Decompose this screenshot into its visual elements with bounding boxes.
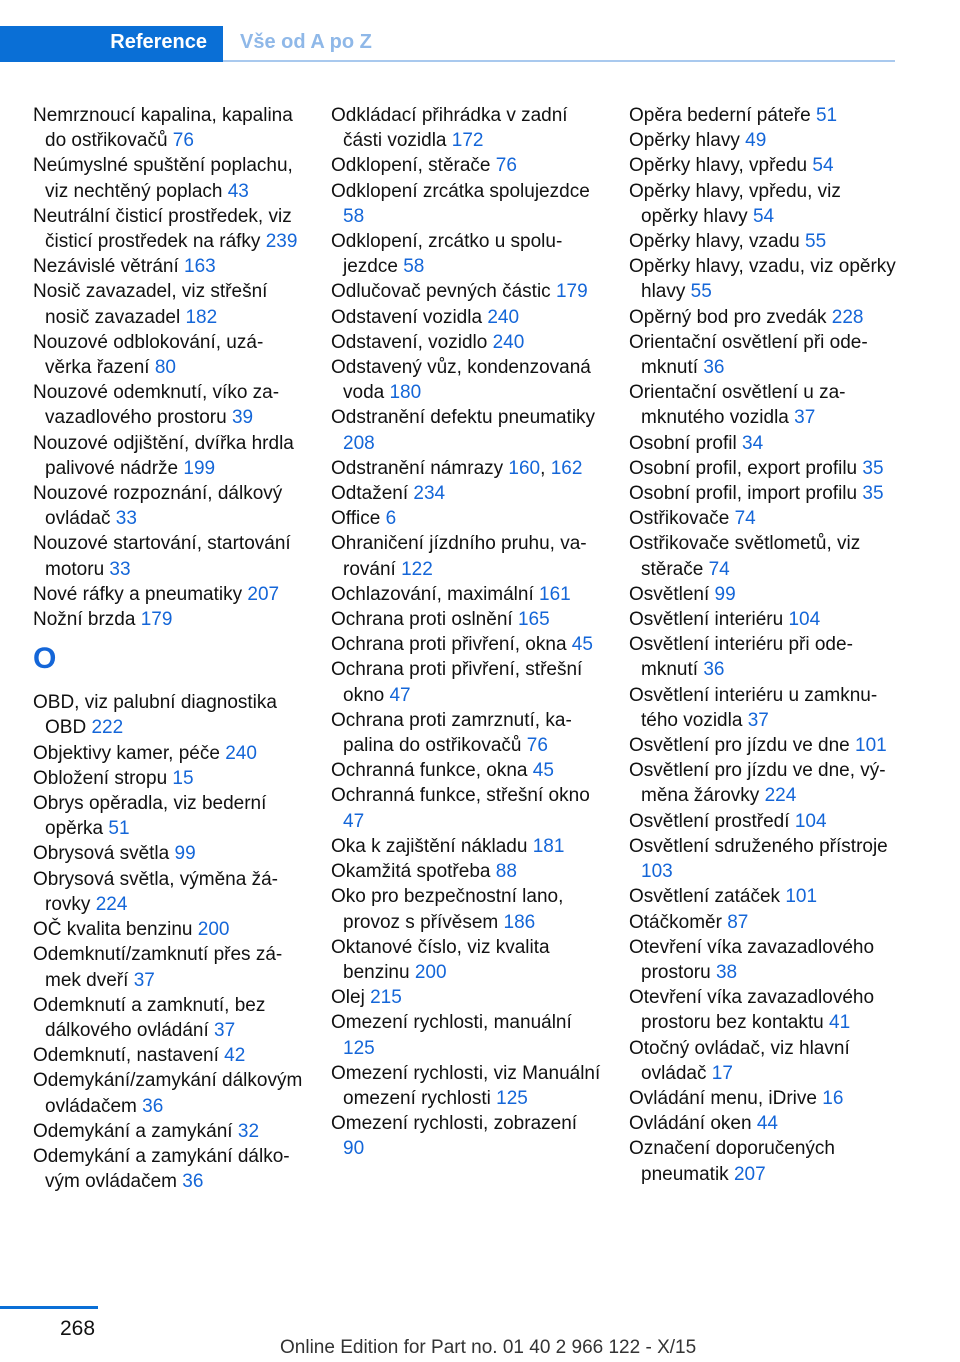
index-entry: [33, 766, 303, 791]
index-entry: [629, 330, 899, 380]
entry-text: Omezení rychlosti, viz Manuální omezení rychlosti: [331, 1062, 601, 1109]
entry-text: Ochlazování, maximální: [331, 583, 534, 605]
index-entry: [331, 531, 601, 581]
index-entry: [33, 330, 303, 380]
entry-text: Osvětlení interiéru u zamknutého vozidla: [629, 684, 878, 731]
entry-text: Obrys opěradla, viz bederní opěrka: [33, 793, 267, 840]
page-link[interactable]: 37: [794, 407, 816, 429]
page-link[interactable]: 76: [172, 130, 194, 152]
edition-note: Online Edition for Part no. 01 40 2 966 122 - X/15: [280, 1337, 697, 1358]
entry-text: OČ kvalita benzinu: [33, 919, 193, 941]
page-link[interactable]: 51: [108, 818, 130, 840]
entry-text: Odemykání/zamykání dálkovým ovládačem: [33, 1070, 303, 1117]
index-column-1: [33, 103, 303, 1194]
entry-text: Oko pro bezpečnostní lano, provoz s přívěsem: [331, 886, 564, 933]
entry-text: Obrysová světla, výměna žárovky: [33, 868, 278, 915]
page-link[interactable]: 207: [733, 1163, 766, 1185]
entry-text: Odklopení zrcátka spolujezdce: [331, 180, 590, 202]
entry-text: Odstavení, vozidlo: [331, 331, 488, 353]
index-entry: [331, 481, 601, 506]
page-link[interactable]: 76: [495, 155, 517, 177]
page-link[interactable]: 55: [805, 231, 827, 253]
entry-text: Nouzové odjištění, dvířka hrdla palivové nádrže: [33, 432, 294, 479]
index-entry: [331, 1010, 601, 1060]
page-link[interactable]: 45: [532, 760, 554, 782]
index-entry: Odstranění námrazy 160, 162: [331, 457, 583, 479]
index-entry: [629, 607, 899, 632]
index-entry: [629, 1111, 899, 1136]
index-entry: [33, 254, 303, 279]
page-link[interactable]: 222: [91, 717, 124, 739]
header-bar: [0, 26, 895, 62]
index-entry: [331, 985, 601, 1010]
entry-text: Opěrný bod pro zvedák: [629, 306, 827, 328]
page-link[interactable]: 88: [495, 861, 517, 883]
entry-text: Nemrznoucí kapalina, kapalina do ostřikovačů: [33, 105, 293, 152]
page-link[interactable]: 16: [822, 1087, 844, 1109]
page-link[interactable]: 199: [183, 457, 216, 479]
index-entry: [33, 103, 303, 153]
entry-text: Opěra bederní páteře: [629, 105, 811, 126]
entry-text: Nouzové rozpoznání, dálkový ovládač: [33, 483, 283, 530]
index-entry: [629, 1136, 899, 1186]
page-link[interactable]: 208: [343, 432, 375, 454]
index-entry: [629, 884, 899, 909]
index-entry: [331, 859, 601, 884]
entry-text: Ochrana proti zamrznutí, kapalina do ostřikovačů: [331, 709, 572, 757]
entry-text: Omezení rychlosti, manuální: [331, 1012, 572, 1034]
page-link[interactable]: 200: [414, 961, 447, 983]
index-entry: [629, 1086, 899, 1111]
entry-text: Nouzové startování, startování motoru: [33, 533, 291, 580]
page-link[interactable]: 37: [133, 969, 155, 991]
page-link[interactable]: 234: [413, 483, 446, 505]
tab-reference[interactable]: [0, 26, 223, 62]
index-entry: [331, 1111, 601, 1161]
entry-text: Omezení rychlosti, zobrazení: [331, 1113, 578, 1135]
page-link[interactable]: 34: [742, 432, 764, 454]
page-link[interactable]: 207: [247, 583, 280, 605]
page-link[interactable]: 35: [862, 457, 884, 479]
index-entry: [331, 506, 601, 531]
page-link[interactable]: 36: [182, 1171, 204, 1193]
index-entry: [331, 758, 601, 783]
entry-text: Odklopení, stěrače: [331, 155, 491, 177]
entry-text: Odstranění defektu pneumatiky: [331, 407, 596, 429]
entry-text: Orientační osvětlení u zamknutého vozidla: [629, 382, 846, 429]
entry-text: Odemknutí a zamknutí, bez dálkového ovládání: [33, 994, 266, 1041]
index-entry: [331, 179, 601, 229]
index-entry: [33, 1068, 303, 1118]
page-link[interactable]: 179: [140, 609, 173, 631]
page-link[interactable]: 37: [214, 1019, 236, 1041]
index-entry: [331, 607, 601, 632]
page-link[interactable]: 15: [172, 767, 194, 789]
footer-accent-line: [0, 1306, 98, 1309]
page-link[interactable]: 101: [855, 735, 887, 757]
page-link[interactable]: 41: [829, 1012, 851, 1034]
page-link[interactable]: 51: [815, 105, 838, 126]
entry-text: Osvětlení pro jízdu ve dne: [629, 735, 850, 757]
index-column-2: [331, 103, 601, 1162]
entry-text: Nosič zavazadel, viz střešní nosič zavazadel: [33, 281, 268, 328]
entry-text: Ostřikovače: [629, 508, 730, 530]
page-link[interactable]: 42: [224, 1045, 246, 1067]
entry-text: Nouzové odblokování, uzávěrka řazení: [33, 331, 264, 379]
page-link[interactable]: 99: [714, 583, 736, 605]
page-link[interactable]: 54: [812, 155, 834, 177]
index-entry: [331, 279, 601, 304]
page-link[interactable]: 215: [370, 987, 402, 1009]
index-entry: [629, 582, 899, 607]
page-link[interactable]: 35: [862, 483, 884, 505]
index-entry: [331, 582, 601, 607]
page-link[interactable]: 161: [539, 583, 571, 605]
index-entry: [629, 531, 899, 581]
page-link[interactable]: 179: [555, 281, 588, 303]
entry-text: Ochranná funkce, střešní okno: [331, 785, 590, 807]
entry-text: Opěrky hlavy, vzadu, viz opěrky hlavy: [629, 256, 896, 303]
page-link[interactable]: 165: [517, 609, 550, 631]
entry-text: Odlučovač pevných částic: [331, 281, 551, 303]
index-entry: [331, 1061, 601, 1111]
page-link[interactable]: 200: [197, 919, 230, 941]
index-entry: [629, 153, 899, 178]
page-link[interactable]: 180: [389, 382, 422, 404]
index-entry: [33, 279, 303, 329]
tab-reference-label: Reference: [110, 31, 207, 53]
page-link[interactable]: 58: [403, 256, 425, 278]
page-link[interactable]: 160: [508, 457, 541, 479]
index-entry: [331, 935, 601, 985]
entry-text: Osvětlení pro jízdu ve dne, výměna žárovky: [629, 760, 886, 807]
index-entry: [629, 910, 899, 935]
index-entry: [33, 741, 303, 766]
index-entry: [331, 405, 601, 455]
page-link[interactable]: 17: [711, 1062, 733, 1084]
page-number: 268: [60, 1317, 96, 1340]
page-link[interactable]: 125: [343, 1037, 375, 1059]
index-entry: [629, 683, 899, 733]
index-column-3: [629, 103, 899, 1187]
entry-text: Osvětlení sdruženého přístroje: [629, 835, 888, 857]
entry-text: Odstranění námrazy: [331, 457, 504, 479]
index-entry: [629, 229, 899, 254]
page-link[interactable]: 47: [389, 684, 411, 706]
entry-text: Odtažení: [331, 483, 409, 505]
page-link[interactable]: 76: [526, 735, 548, 757]
page-link[interactable]: 44: [756, 1113, 778, 1135]
index-entry: [33, 582, 303, 607]
page-link[interactable]: 37: [747, 709, 769, 731]
index-entry: [629, 985, 899, 1035]
page-link[interactable]: 58: [343, 205, 365, 227]
page-link[interactable]: 224: [95, 893, 128, 915]
index-entry: [629, 179, 899, 229]
page-link[interactable]: 45: [571, 634, 593, 656]
entry-text: Oka k zajištění nákladu: [331, 835, 528, 857]
index-entry: [331, 884, 601, 934]
index-entry: [629, 809, 899, 834]
index-entry: [629, 1036, 899, 1086]
page-link[interactable]: 104: [788, 609, 821, 631]
entry-text: OBD, viz palubní diagnostika OBD: [33, 692, 277, 739]
entry-text: Odemknutí, nastavení: [33, 1045, 219, 1067]
index-entry: [33, 607, 303, 632]
entry-text: Nezávislé větrání: [33, 256, 179, 278]
index-entry: [33, 993, 303, 1043]
page-link[interactable]: 182: [185, 306, 218, 328]
entry-text: Objektivy kamer, péče: [33, 742, 220, 764]
index-entry: [629, 935, 899, 985]
page-link[interactable]: 39: [231, 407, 254, 429]
page-link[interactable]: 36: [142, 1095, 164, 1117]
page-link[interactable]: 162: [550, 457, 583, 479]
section-letter: O: [33, 642, 57, 676]
entry-text: Odstavený vůz, kondenzovaná voda: [331, 357, 591, 404]
index-entry: [331, 783, 601, 833]
tab-a-to-z[interactable]: Vše od A po Z: [240, 31, 372, 53]
page-link[interactable]: 36: [703, 659, 725, 681]
page-link[interactable]: 224: [764, 785, 797, 807]
entry-text: Ochrana proti přivření, okna: [331, 634, 567, 656]
entry-text: Opěrky hlavy, vpředu: [629, 155, 808, 177]
index-entry: [629, 834, 899, 884]
page-link[interactable]: 90: [343, 1138, 365, 1160]
index-entry: [629, 481, 899, 506]
page-link[interactable]: 54: [752, 205, 775, 227]
entry-text: Odemykání a zamykání dálkovým ovládačem: [33, 1145, 290, 1193]
index-entry: [629, 632, 899, 682]
entry-text: Ovládání oken: [629, 1113, 752, 1135]
page-link[interactable]: 55: [690, 281, 712, 303]
entry-text: Okamžitá spotřeba: [331, 861, 491, 883]
page-link[interactable]: 36: [703, 357, 725, 379]
index-entry: [33, 917, 303, 942]
page-link[interactable]: 74: [708, 558, 730, 580]
page-link[interactable]: 47: [343, 810, 365, 832]
entry-text: Nouzové odemknutí, víko zavazadlového prostoru: [33, 382, 280, 429]
index-entry: [33, 942, 303, 992]
page-link[interactable]: 43: [227, 180, 249, 202]
page-link[interactable]: 163: [184, 256, 216, 278]
index-entry: [331, 330, 601, 355]
entry-text: Otevření víka zavazadlového prostoru: [629, 936, 875, 983]
index-entry: [629, 128, 899, 153]
entry-text: Otevření víka zavazadlového prostoru bez kontaktu: [629, 987, 875, 1034]
entry-text: Osobní profil, export profilu: [629, 457, 858, 479]
index-entry: [33, 791, 303, 841]
index-entry: [33, 204, 303, 254]
entry-text: Odstavení vozidla: [331, 306, 483, 328]
page-link[interactable]: 74: [734, 508, 756, 530]
entry-text: Orientační osvětlení při odemknutí: [629, 331, 868, 379]
page-link[interactable]: 33: [115, 508, 137, 530]
entry-text: Neutrální čisticí prostředek, viz čisticí prostředek na ráfky: [33, 205, 292, 253]
index-entry: [629, 456, 899, 481]
index-entry: [33, 690, 303, 740]
page-link[interactable]: 181: [532, 835, 565, 857]
index-entry: [629, 758, 899, 808]
index-entry: [331, 103, 601, 153]
entry-text: Ovládání menu, iDrive: [629, 1087, 817, 1109]
index-entry: [331, 834, 601, 859]
entry-text: Ostřikovače světlometů, viz stěrače: [629, 533, 861, 580]
entry-text: Osvětlení prostředí: [629, 810, 790, 832]
index-entry: [331, 153, 601, 178]
entry-text: Odemykání a zamykání: [33, 1120, 233, 1142]
index-entry: [629, 506, 899, 531]
entry-text: Otáčkoměr: [629, 911, 722, 933]
entry-text: Ochranná funkce, okna: [331, 760, 528, 782]
page-link[interactable]: 38: [715, 961, 738, 983]
index-entry: [629, 254, 899, 304]
page-link[interactable]: 6: [385, 508, 397, 530]
page-link[interactable]: 101: [785, 886, 818, 908]
entry-text: Ochrana proti přivření, střešní okno: [331, 659, 583, 706]
entry-text: Ohraničení jízdního pruhu, varování: [331, 533, 587, 580]
index-entry: [33, 153, 303, 203]
index-entry: [33, 1119, 303, 1144]
entry-text: Osvětlení interiéru: [629, 609, 784, 631]
page-link[interactable]: 32: [237, 1120, 260, 1142]
index-entry: [331, 708, 601, 758]
index-entry: [331, 355, 601, 405]
index-entry: [629, 733, 899, 758]
entry-text: Opěrky hlavy, vpředu, viz opěrky hlavy: [629, 180, 841, 227]
entry-text: Odklopení, zrcátko u spolujezdce: [331, 231, 563, 278]
index-entry: [33, 481, 303, 531]
page-link[interactable]: 80: [154, 357, 176, 379]
page-link[interactable]: 122: [401, 558, 433, 580]
entry-text: Osobní profil: [629, 432, 737, 454]
entry-text: Odkládací přihrádka v zadní části vozidla: [331, 105, 568, 152]
page-link[interactable]: 240: [492, 331, 525, 353]
page-link[interactable]: 103: [641, 861, 673, 883]
entry-text: Odemknutí/zamknutí přes zámek dveří: [33, 944, 283, 991]
entry-text: Oktanové číslo, viz kvalita benzinu: [331, 936, 550, 983]
index-entry: [33, 867, 303, 917]
entry-text: Otočný ovládač, viz hlavní ovládač: [629, 1037, 850, 1084]
entry-text: Obložení stropu: [33, 767, 168, 789]
page-link[interactable]: 125: [496, 1087, 528, 1109]
index-entry: [629, 380, 899, 430]
entry-text: Osobní profil, import profilu: [629, 483, 858, 505]
page-link[interactable]: 172: [451, 130, 484, 152]
entry-text: Nožní brzda: [33, 609, 136, 631]
entry-text: Opěrky hlavy: [629, 130, 740, 152]
index-entry: [33, 431, 303, 481]
entry-text: Ochrana proti oslnění: [331, 609, 513, 631]
page-link[interactable]: 87: [727, 911, 749, 933]
page-link[interactable]: 99: [174, 843, 196, 865]
entry-text: Obrysová světla: [33, 843, 170, 865]
index-entry: [629, 431, 899, 456]
page-link[interactable]: 240: [487, 306, 520, 328]
index-entry: [33, 531, 303, 581]
entry-text: Osvětlení zatáček: [629, 886, 781, 908]
index-entry: [629, 103, 899, 128]
entry-text: Opěrky hlavy, vzadu: [629, 231, 800, 253]
entry-text: Office: [331, 508, 381, 530]
page-link[interactable]: 239: [265, 231, 298, 253]
entry-text: Olej: [331, 987, 365, 1009]
index-entry: [629, 305, 899, 330]
entry-text: Nové ráfky a pneumatiky: [33, 583, 243, 605]
index-entry: [331, 229, 601, 279]
page-link[interactable]: 104: [794, 810, 827, 832]
index-entry: [33, 841, 303, 866]
page-link[interactable]: 240: [225, 742, 257, 764]
header-divider: [223, 60, 895, 62]
index-entry: [33, 380, 303, 430]
index-entry: [331, 632, 601, 657]
index-entry: [331, 657, 601, 707]
index-entry: [33, 1043, 303, 1068]
entry-text: Neúmyslné spuštění poplachu, viz nechtěný poplach: [33, 155, 293, 202]
entry-text: Osvětlení: [629, 583, 710, 605]
page-link[interactable]: 186: [503, 911, 536, 933]
page-link[interactable]: 49: [745, 130, 767, 152]
page-link[interactable]: 228: [831, 306, 864, 328]
entry-text: Osvětlení interiéru při odemknutí: [629, 634, 853, 681]
page-link[interactable]: 33: [109, 558, 131, 580]
entry-text: Označení doporučených pneumatik: [629, 1138, 835, 1185]
index-entry: [331, 305, 601, 330]
index-entry: [33, 1144, 303, 1194]
